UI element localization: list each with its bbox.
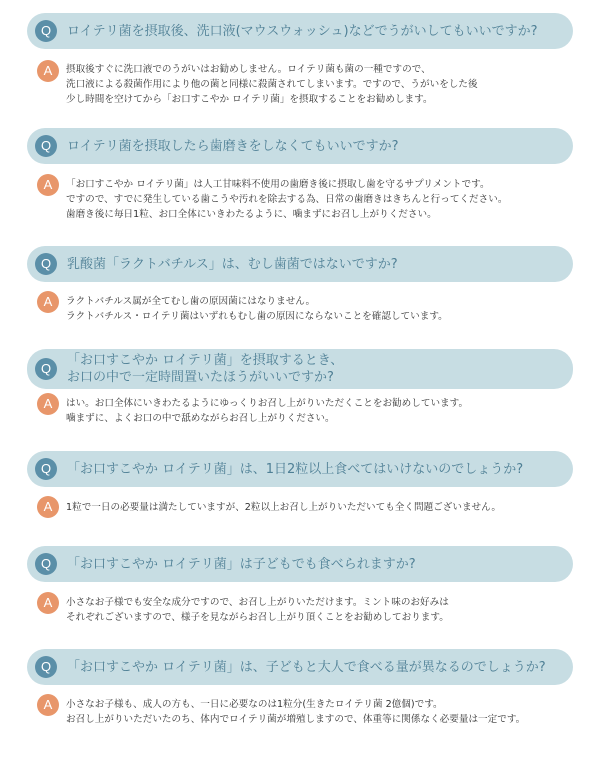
a-icon: A bbox=[37, 496, 59, 518]
question-text: 乳酸菌「ラクトバチルス」は、むし歯菌ではないですか? bbox=[67, 256, 398, 272]
q-icon: Q bbox=[35, 135, 57, 157]
q-icon: Q bbox=[35, 20, 57, 42]
question-bar bbox=[27, 246, 573, 282]
question-text: ロイテリ菌を摂取後、洗口液(マウスウォッシュ)などでうがいしてもいいですか? bbox=[67, 23, 538, 39]
answer-text: 小さなお子様も、成人の方も、一日に必要なのは1粒分(生きたロイテリ菌 2億個)です。 お召し上がりいただいたのち、体内でロイテリ菌が増殖しますので、体重等に関係なく必要量は一定です。 bbox=[66, 699, 526, 725]
question-bar bbox=[27, 128, 573, 164]
answer-text: ラクトバチルス属が全てむし歯の原因菌にはなりません。 ラクトバチルス・ロイテリ菌はいずれもむし歯の原因にならないことを確認しています。 bbox=[66, 296, 448, 322]
q-icon: Q bbox=[35, 553, 57, 575]
question-text: ロイテリ菌を摂取したら歯磨きをしなくてもいいですか? bbox=[67, 138, 399, 154]
q-icon: Q bbox=[35, 458, 57, 480]
a-icon: A bbox=[37, 174, 59, 196]
question-bar bbox=[27, 451, 573, 487]
a-icon: A bbox=[37, 592, 59, 614]
question-bar bbox=[27, 13, 573, 49]
a-icon: A bbox=[37, 291, 59, 313]
question-text: 「お口すこやか ロイテリ菌」は、1日2粒以上食べてはいけないのでしょうか? bbox=[67, 461, 524, 477]
answer-text: 摂取後すぐに洗口液でのうがいはお勧めしません。ロイテリ菌も菌の一種ですので、 洗口液による殺菌作用により他の菌と同様に殺菌されてしまいます。ですので、うがいをした後 少し時間を空けてから「お口すこやか ロイテリ菌」を摂取することをお勧めします。 bbox=[66, 64, 478, 105]
question-bar bbox=[27, 546, 573, 582]
question-text: 「お口すこやか ロイテリ菌」は、子どもと大人で食べる量が異なるのでしょうか? bbox=[67, 659, 546, 675]
q-icon: Q bbox=[35, 358, 57, 380]
a-icon: A bbox=[37, 60, 59, 82]
answer-text: 「お口すこやか ロイテリ菌」は人工甘味料不使用の歯磨き後に摂取し歯を守るサプリメントです。 ですので、すでに発生している歯こうや汚れを除去する為、日常の歯磨きはきちんと行ってください。 歯磨き後に毎日1粒、お口全体にいきわたるように、噛まずにお召し上がりください。 bbox=[66, 179, 508, 220]
a-icon: A bbox=[37, 694, 59, 716]
answer-text: 小さなお子様でも安全な成分ですので、お召し上がりいただけます。ミント味のお好みは それぞれございますので、様子を見ながらお召し上がり頂くことをお勧めしております。 bbox=[66, 597, 449, 623]
answer-text: はい。お口全体にいきわたるようにゆっくりお召し上がりいただくことをお勧めしています。 噛まずに、よくお口の中で舐めながらお召し上がりください。 bbox=[66, 398, 469, 424]
question-bar bbox=[27, 349, 573, 389]
question-text: 「お口すこやか ロイテリ菌」は子どもでも食べられますか? bbox=[67, 556, 416, 572]
answer-text: 1粒で一日の必要量は満たしていますが、2粒以上お召し上がりいただいても全く問題ございません。 bbox=[66, 502, 501, 513]
q-icon: Q bbox=[35, 656, 57, 678]
q-icon: Q bbox=[35, 253, 57, 275]
a-icon: A bbox=[37, 393, 59, 415]
question-bar bbox=[27, 649, 573, 685]
question-text: 「お口すこやか ロイテリ菌」を摂取するとき、 お口の中で一定時間置いたほうがいいですか? bbox=[67, 353, 344, 385]
